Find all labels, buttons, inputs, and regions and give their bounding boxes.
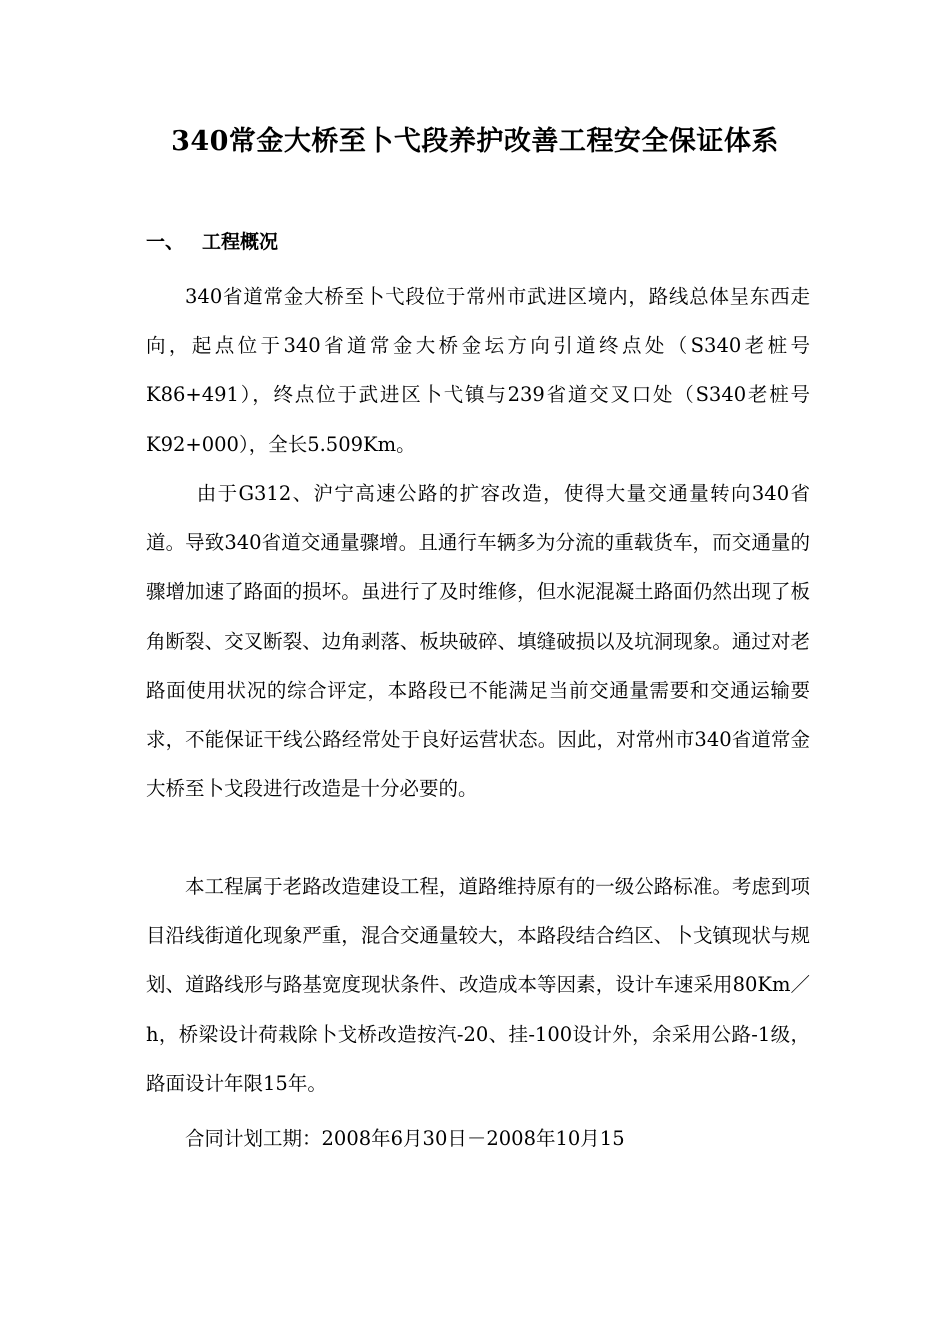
section-heading bbox=[146, 226, 278, 258]
section-heading-text: 工程概况 bbox=[202, 231, 279, 253]
paragraph-project-background: 由于G312、沪宁高速公路的扩容改造，使得大量交通量转向340省道。导致340省道交通量骤增。且通行车辆多为分流的重载货车，而交通量的骤增加速了路面的损坏。虽进行了及时维修，但水泥混凝土路面仍然出现了板角断裂、交叉断裂、边角剥落、板块破碎、填缝破损以及坑洞现象。通过对老路面使用状况的综合评定，本路段已不能满足当前交通量需要和交通运输要求，不能保证干线公路经常处于良好运营状态。因此，对常州市340省道常金大桥至卜戈段进行改造是十分必要的。 bbox=[146, 482, 810, 801]
paragraph-project-location: 340省道常金大桥至卜弋段位于常州市武进区境内，路线总体呈东西走向，起点位于340省道常金大桥金坛方向引道终点处（S340老桩号K86+491），终点位于武进区卜弋镇与239省道交叉口处（S340老桩号K92+000），全长5.509Km。 bbox=[146, 285, 810, 456]
paragraph-contract-period: 合同计划工期：2008年6月30日－2008年10月15 bbox=[185, 1127, 625, 1150]
document-title: 340常金大桥至卜弋段养护改善工程安全保证体系 bbox=[171, 126, 779, 157]
paragraph-design-standard: 本工程属于老路改造建设工程，道路维持原有的一级公路标准。考虑到项目沿线街道化现象严重，混合交通量较大，本路段结合绉区、卜戈镇现状与规划、道路线形与路基宽度现状条件、改造成本等因素，设计车速采用80Km／h，桥梁设计荷栽除卜戈桥改造按汽-20、挂-100设计外，余采用公路-1级，路面设计年限15年。 bbox=[146, 875, 810, 1095]
section-number: 一、 bbox=[146, 231, 185, 253]
